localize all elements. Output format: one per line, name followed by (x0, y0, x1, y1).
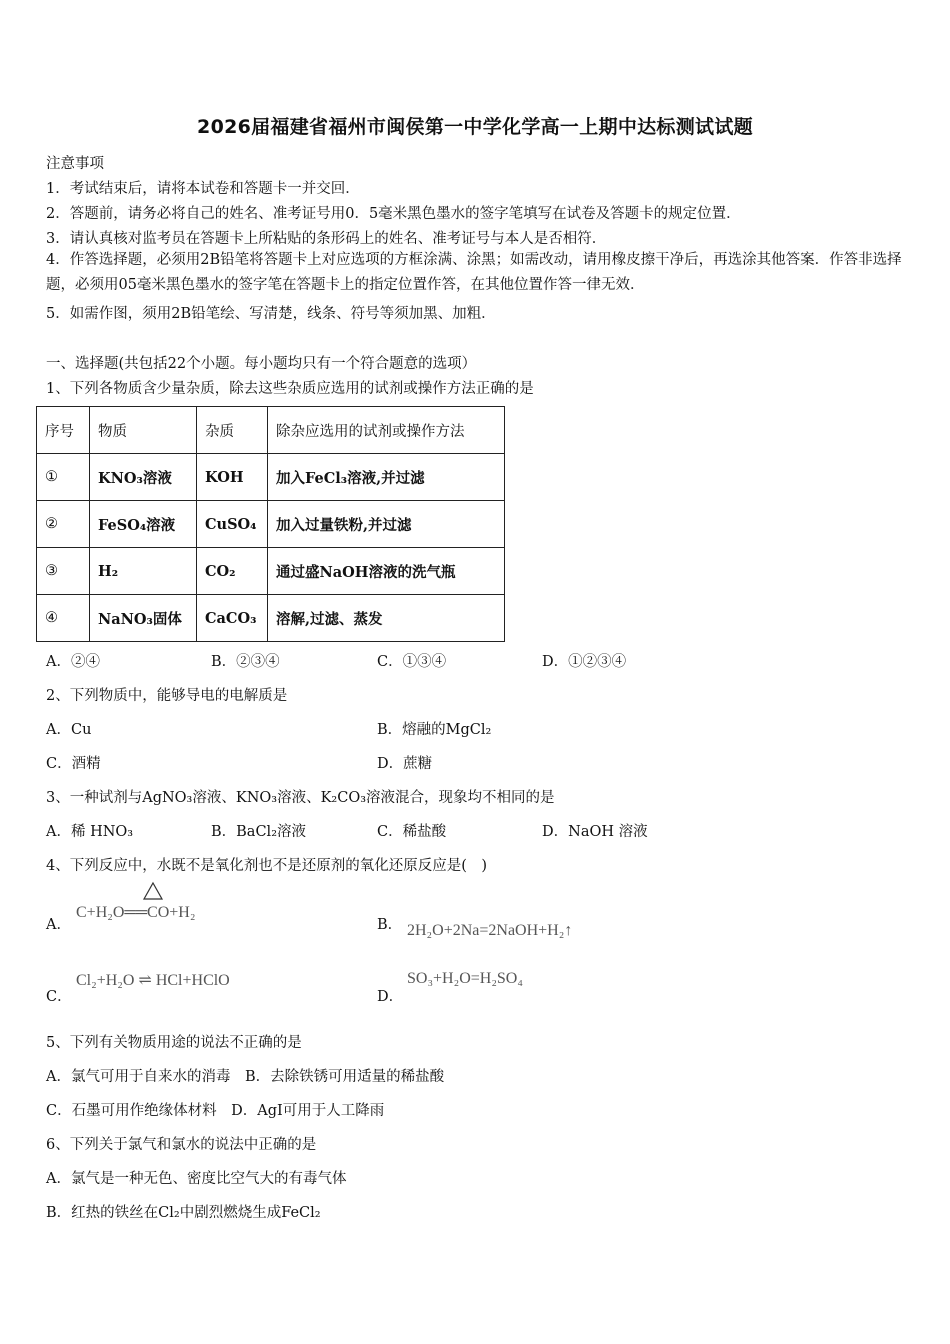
table-row (37, 595, 505, 642)
table-cell: KOH (197, 454, 268, 501)
notice-item: 3．请认真核对监考员在答题卡上所粘贴的条形码上的姓名、准考证号与本人是否相符． (46, 231, 607, 247)
notice-item: 4．作答选择题，必须用2B铅笔将答题卡上对应选项的方框涂满、涂黑；如需改动，请用橡皮擦干净后，再选涂其他答案．作答非选择题，必须用05毫米黑色墨水的签字笔在答题卡上的指定位置作答，在其他位置作答一律无效． (46, 252, 902, 293)
q4-option-c-label: C． (46, 989, 72, 1005)
table-cell: CO₂ (197, 548, 268, 595)
q2-option-a: A．Cu (46, 722, 92, 738)
table-cell: 通过盛NaOH溶液的洗气瓶 (268, 548, 505, 595)
table-row (37, 454, 505, 501)
page-title: 2026届福建省福州市闽侯第一中学化学高一上期中达标测试试题 (197, 116, 753, 138)
q6-option-a: A．氯气是一种无色、密度比空气大的有毒气体 (46, 1171, 347, 1187)
table-header-cell: 物质 (90, 407, 197, 454)
notice-heading: 注意事项 (46, 156, 104, 172)
q1-option-d: D．①②③④ (542, 654, 627, 670)
question-5-stem: 5、下列有关物质用途的说法不正确的是 (46, 1035, 302, 1051)
notice-item: 1．考试结束后，请将本试卷和答题卡一并交回． (46, 181, 360, 197)
q4-equation-b: 2H₂O+2Na=2NaOH+H₂↑ (407, 922, 573, 939)
notice-item: 5．如需作图，须用2B铅笔绘、写清楚，线条、符号等须加黑、加粗． (46, 306, 496, 322)
q2-option-d: D．蔗糖 (377, 756, 433, 772)
q4-option-a-label: A． (46, 917, 71, 933)
q1-option-c: C．①③④ (377, 654, 447, 670)
table-header-cell: 杂质 (197, 407, 268, 454)
q3-option-d: D．NaOH 溶液 (542, 824, 648, 840)
q4-equation-d: SO₃+H₂O=H₂SO₄ (407, 970, 523, 987)
q4-equation-c: Cl₂+H₂O ⇌ HCl+HClO (76, 972, 230, 989)
table-row (37, 548, 505, 595)
table-cell: ① (37, 454, 90, 501)
q5-options-line-2: C．石墨可用作绝缘体材料 D．AgI可用于人工降雨 (46, 1103, 385, 1119)
question-1-stem: 1、下列各物质含少量杂质，除去这些杂质应选用的试剂或操作方法正确的是 (46, 381, 534, 397)
q4-option-b-label: B． (377, 917, 403, 933)
table-cell: 加入FeCl₃溶液,并过滤 (268, 454, 505, 501)
table-cell: CaCO₃ (197, 595, 268, 642)
q1-option-b: B．②③④ (211, 654, 280, 670)
table-cell: ④ (37, 595, 90, 642)
q1-option-a: A．②④ (46, 654, 100, 670)
table-cell: FeSO₄溶液 (90, 501, 197, 548)
question-3-stem: 3、一种试剂与AgNO₃溶液、KNO₃溶液、K₂CO₃溶液混合，现象均不相同的是 (46, 790, 555, 806)
q4-equation-a: C+H₂O══CO+H₂ (76, 904, 196, 921)
table-row (37, 501, 505, 548)
table-cell: 加入过量铁粉,并过滤 (268, 501, 505, 548)
q3-option-c: C．稀盐酸 (377, 824, 447, 840)
table-cell: KNO₃溶液 (90, 454, 197, 501)
q5-options-line-1: A．氯气可用于自来水的消毒 B．去除铁锈可用适量的稀盐酸 (46, 1069, 445, 1085)
q3-option-a: A．稀 HNO₃ (46, 824, 134, 840)
q4-option-d-label: D． (377, 989, 404, 1005)
table-cell: ② (37, 501, 90, 548)
table-cell: CuSO₄ (197, 501, 268, 548)
notice-item: 2．答题前，请务必将自己的姓名、准考证号用0．5毫米黑色墨水的签字笔填写在试卷及答题卡的规定位置． (46, 206, 741, 222)
q2-option-b: B．熔融的MgCl₂ (377, 722, 492, 738)
q3-option-b: B．BaCl₂溶液 (211, 824, 307, 840)
q2-option-c: C．酒精 (46, 756, 101, 772)
section-heading: 一、选择题(共包括22个小题。每小题均只有一个符合题意的选项） (46, 356, 477, 372)
table-header-cell: 除杂应选用的试剂或操作方法 (268, 407, 505, 454)
q6-option-b: B．红热的铁丝在Cl₂中剧烈燃烧生成FeCl₂ (46, 1205, 321, 1221)
table-cell: NaNO₃固体 (90, 595, 197, 642)
table-header-cell: 序号 (37, 407, 90, 454)
question-1-table (36, 406, 505, 642)
question-2-stem: 2、下列物质中，能够导电的电解质是 (46, 688, 288, 704)
table-cell: ③ (37, 548, 90, 595)
question-4-stem: 4、下列反应中，水既不是氧化剂也不是还原剂的氧化还原反应是( ) (46, 858, 488, 874)
question-6-stem: 6、下列关于氯气和氯水的说法中正确的是 (46, 1137, 317, 1153)
table-header-row (37, 407, 505, 454)
table-cell: 溶解,过滤、蒸发 (268, 595, 505, 642)
heating-triangle-icon (142, 881, 164, 901)
table-cell: H₂ (90, 548, 197, 595)
